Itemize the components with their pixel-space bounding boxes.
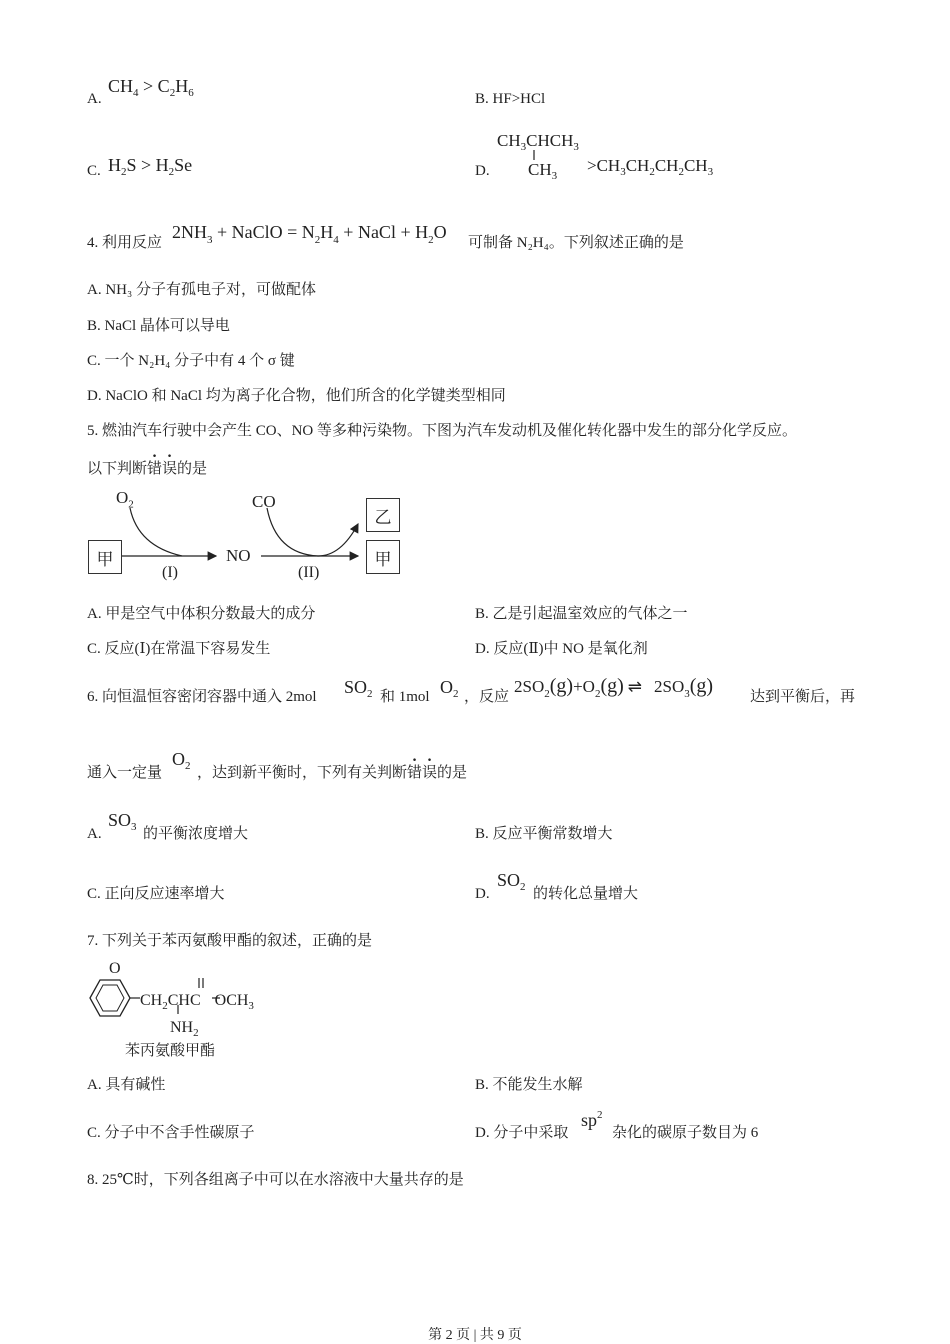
q5-option-c (87, 640, 270, 658)
q7-option-c (87, 1124, 255, 1142)
q4-stem-prefix: 4. 利用反应 (87, 235, 163, 251)
option-label: A. (87, 606, 102, 622)
q6-option-d-text: 的转化总量增大 (533, 886, 639, 902)
equilibrium-equation (514, 672, 754, 702)
option-label: C. (87, 163, 101, 179)
formula-part: SO (497, 870, 521, 890)
option-text: 具有碱性 (105, 1077, 166, 1093)
superscript: 2 (597, 1109, 603, 1121)
q7-option-d (475, 1124, 568, 1142)
q4-stem-suffix: 可制备 N₂H₄。下列叙述正确的是 (468, 235, 684, 251)
option-label: D. (475, 641, 490, 657)
q6-stem-line2-post (197, 764, 467, 782)
subscript: 2 (185, 760, 191, 772)
svg-text:NH2: $NH_2$ (170, 1019, 199, 1038)
option-text: NaClO 和 NaCl 均为离子化合物，他们所含的化学键类型相同 (105, 388, 506, 404)
q6-option-b (475, 825, 613, 843)
svg-text:2SO2(g)+O2(g)⇌2SO3(g): $2SO_2(g)+O_2(g)$ ⇌ $2SO_3(g)$ (514, 675, 714, 700)
formula-part: O (116, 488, 129, 507)
formula-part: H (108, 155, 121, 175)
option-text: 一个 N₂H₄ 分子中有 4 个 σ 键 (104, 353, 295, 369)
q3-option-b (475, 90, 545, 108)
option-label: B. (475, 606, 489, 622)
structure-caption: 苯丙氨酸甲酯 (125, 1043, 216, 1059)
formula-part: S > H (126, 155, 169, 175)
svg-text:>CH3CH2CH2CH3: $>CH_3CH_2CH_2CH_3$ (587, 156, 714, 178)
isobutane-structure (497, 128, 737, 183)
option-text: 乙是引起温室效应的气体之一 (492, 606, 688, 622)
option-text: NH₃ 分子有孤电子对，可做配体 (105, 282, 316, 298)
q6-option-c (87, 885, 225, 903)
emphasis-char: 误 (422, 765, 438, 781)
option-label: C. (87, 641, 101, 657)
q5-option-a (87, 605, 315, 623)
q8-stem: 8. 25℃时，下列各组离子中可以在水溶液中大量共存的是 (87, 1172, 464, 1188)
q7-stem: 7. 下列关于苯丙氨酸甲酯的叙述，正确的是 (87, 933, 373, 949)
formula-part: CH (108, 76, 134, 96)
svg-text:CH3: $CH_3$ (528, 160, 558, 182)
q6-option-d-formula (497, 870, 526, 893)
q6-stem-part2: 和 1mol (380, 689, 430, 705)
option-text: 分子中不含手性碳原子 (104, 1125, 255, 1141)
formula-part: C (157, 76, 170, 96)
q5-option-b (475, 605, 688, 623)
q7-option-a (87, 1076, 165, 1094)
q7-option-d-formula (581, 1110, 603, 1130)
subscript: 2 (453, 688, 459, 700)
text: 的是 (177, 461, 208, 477)
q6-stem-line2-pre: 通入一定量 (87, 765, 163, 781)
co-label: CO (252, 492, 276, 511)
option-label: B. (475, 826, 489, 842)
q3-option-a (87, 90, 102, 108)
option-label: B. (87, 318, 101, 334)
formula-part: O (172, 749, 185, 769)
formula-part: Se (174, 155, 193, 175)
no-label: NO (226, 546, 251, 565)
q6-o2-line2 (172, 749, 191, 772)
option-text: 反应平衡常数增大 (492, 826, 613, 842)
formula-part: SO (108, 810, 132, 830)
option-text: 反应(Ⅱ)中 NO 是氧化剂 (493, 641, 648, 657)
subscript: 2 (520, 881, 526, 893)
chain-ch2chc (140, 989, 280, 1016)
q4-option-b (87, 317, 230, 335)
formula-part: sp (581, 1110, 598, 1130)
o2-label (116, 488, 134, 510)
option-label: A. (87, 282, 102, 298)
q3-option-d-structure (497, 128, 737, 188)
q6-option-a (87, 825, 102, 843)
option-label: D. (475, 163, 490, 179)
q3-option-c-formula (108, 155, 193, 178)
q4-option-c (87, 352, 295, 370)
option-label: A. (87, 826, 102, 842)
option-label: B. (475, 1077, 489, 1093)
chain-formula (140, 989, 280, 1011)
q6-stem-part3: ，反应 (464, 689, 510, 705)
page-footer: 第 2 页 | 共 9 页 (428, 1328, 522, 1343)
option-text: 不能发生水解 (492, 1077, 583, 1093)
step-label-1: (I) (162, 564, 178, 581)
subscript: 2 (169, 87, 176, 99)
option-text: 反应(Ⅰ)在常温下容易发生 (104, 641, 271, 657)
option-label: D. (475, 1125, 490, 1141)
option-label: D. (475, 886, 490, 902)
q3-option-d (475, 162, 490, 180)
q6-so2 (344, 677, 373, 700)
operator: > (138, 76, 158, 96)
reaction-diagram (86, 486, 406, 586)
formula-part: H (175, 76, 189, 96)
formula-part: O (440, 677, 453, 697)
q6-equation (514, 672, 754, 707)
emphasis-char: 错 (407, 765, 423, 781)
option-label: C. (87, 353, 101, 369)
carbonyl-oxygen: O (109, 960, 121, 977)
option-label: C. (87, 886, 101, 902)
option-text: NaCl 晶体可以导电 (104, 318, 230, 334)
svg-text:CH3CHCH3: $CH_3CHCH_3$ (497, 131, 579, 153)
q5-stem: 5. 燃油汽车行驶中会产生 CO、NO 等多种污染物。下图为汽车发动机及催化转化器中发生的部分化学反应。 (87, 423, 798, 439)
q5-stem-line2 (87, 460, 207, 478)
q6-option-d (475, 885, 490, 903)
step-label-2: (II) (298, 564, 320, 581)
product-box-jia: 甲 (366, 540, 400, 574)
q6-stem-part1: 6. 向恒温恒容密闭容器中通入 2mol (87, 689, 317, 705)
subscript: 2 (367, 688, 373, 700)
option-label: A. (87, 91, 102, 107)
q7-option-d-text: 杂化的碳原子数目为 6 (612, 1125, 759, 1141)
q6-option-a-text: 的平衡浓度增大 (143, 826, 249, 842)
reaction-equation (172, 218, 472, 248)
subscript: 6 (188, 87, 194, 99)
q3-option-a-formula (108, 76, 194, 99)
subscript: 4 (133, 87, 139, 99)
diagram-arrows (86, 486, 406, 586)
q4-option-d (87, 387, 506, 405)
q6-o2 (440, 677, 459, 700)
q6-stem-part4: 达到平衡后，再 (750, 689, 856, 705)
formula-part: SO (344, 677, 368, 697)
q5-option-d (475, 640, 648, 658)
q4-option-a (87, 281, 316, 299)
product-box-yi: 乙 (366, 498, 400, 532)
nh2-formula (170, 1016, 210, 1038)
subscript: 2 (121, 166, 127, 178)
q6-option-a-formula (108, 810, 137, 833)
option-label: C. (87, 1125, 101, 1141)
option-text: 正向反应速率增大 (104, 886, 225, 902)
subscript: 2 (168, 166, 175, 178)
option-label: D. (87, 388, 102, 404)
q3-option-c (87, 162, 101, 180)
amine-group (170, 1016, 210, 1043)
text: 的是 (437, 765, 468, 781)
svg-text:2NH3 + NaClO = N2H4 + NaCl + H: $2NH_3$ + NaClO = $N_2H_4$ + NaCl + $H_2O$ (172, 222, 447, 246)
reactant-box-jia: 甲 (88, 540, 122, 574)
q4-equation (172, 218, 472, 253)
q7-option-b (475, 1076, 583, 1094)
option-text: 甲是空气中体积分数最大的成分 (105, 606, 316, 622)
option-label: B. (475, 91, 489, 107)
text: 以下判断 (87, 461, 148, 477)
text: ，达到新平衡时，下列有关判断 (197, 765, 408, 781)
option-label: A. (87, 1077, 102, 1093)
emphasis-char: 错 (147, 461, 163, 477)
option-text: HF>HCl (492, 91, 546, 107)
emphasis-char: 误 (162, 461, 178, 477)
subscript: 3 (131, 821, 137, 833)
svg-text:CH2CHCOCH3: $CH_2CHC$ $OCH_3$ (140, 992, 254, 1011)
subscript: 2 (128, 498, 134, 511)
option-text: 分子中采取 (493, 1125, 569, 1141)
